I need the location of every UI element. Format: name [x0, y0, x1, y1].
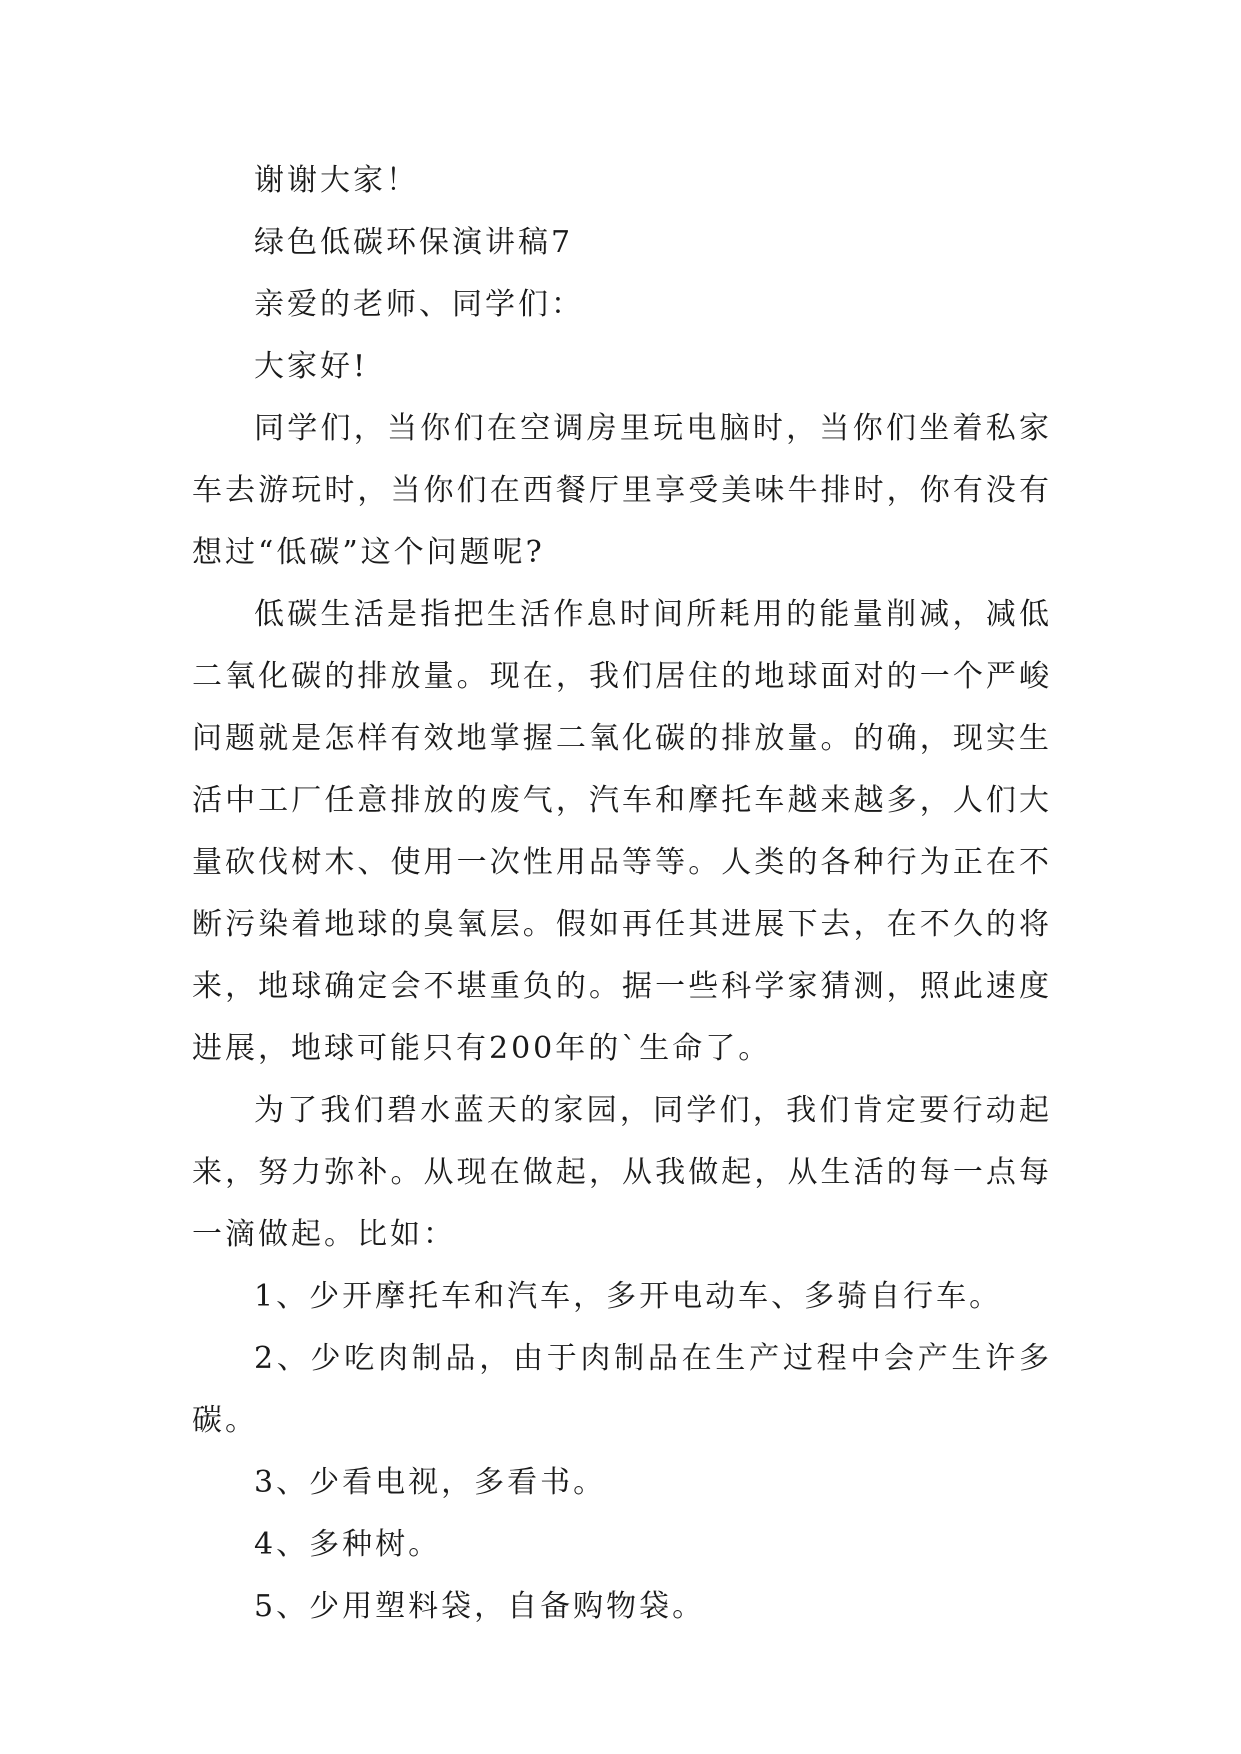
- speech-title: 绿色低碳环保演讲稿7: [254, 225, 574, 260]
- list-item-1: 1、少开摩托车和汽车，多开电动车、多骑自行车。: [254, 1279, 1003, 1314]
- salutation: 亲爱的老师、同学们：: [254, 287, 584, 322]
- speech-body: [192, 150, 1052, 1638]
- paragraph-low-carbon-definition: 低碳生活是指把生活作息时间所耗用的能量削减，减低二氧化碳的排放量。现在，我们居住的地球面对的一个严峻问题就是怎样有效地掌握二氧化碳的排放量。的确，现实生活中工厂任意排放的废气，汽车和摩托车越来越多，人们大量砍伐树木、使用一次性用品等等。人类的各种行为正在不断污染着地球的臭氧层。假如再任其进展下去，在不久的将来，地球确定会不堪重负的。据一些科学家猜测，照此速度进展，地球可能只有200年的`生命了。: [192, 597, 1052, 1066]
- paragraph-intro: 同学们，当你们在空调房里玩电脑时，当你们坐着私家车去游玩时，当你们在西餐厅里享受美味牛排时，你有没有想过“低碳”这个问题呢?: [192, 411, 1052, 570]
- list-item-3: 3、少看电视，多看书。: [254, 1465, 607, 1500]
- list-item-4: 4、多种树。: [254, 1527, 442, 1562]
- paragraph-call-to-action: 为了我们碧水蓝天的家园，同学们，我们肯定要行动起来，努力弥补。从现在做起，从我做起，从生活的每一点每一滴做起。比如：: [192, 1093, 1052, 1252]
- greeting: 大家好!: [254, 349, 369, 384]
- list-item-2: 2、少吃肉制品，由于肉制品在生产过程中会产生许多碳。: [192, 1341, 1052, 1438]
- list-item-5: 5、少用塑料袋，自备购物袋。: [254, 1589, 706, 1624]
- closing-thanks: 谢谢大家！: [254, 163, 419, 198]
